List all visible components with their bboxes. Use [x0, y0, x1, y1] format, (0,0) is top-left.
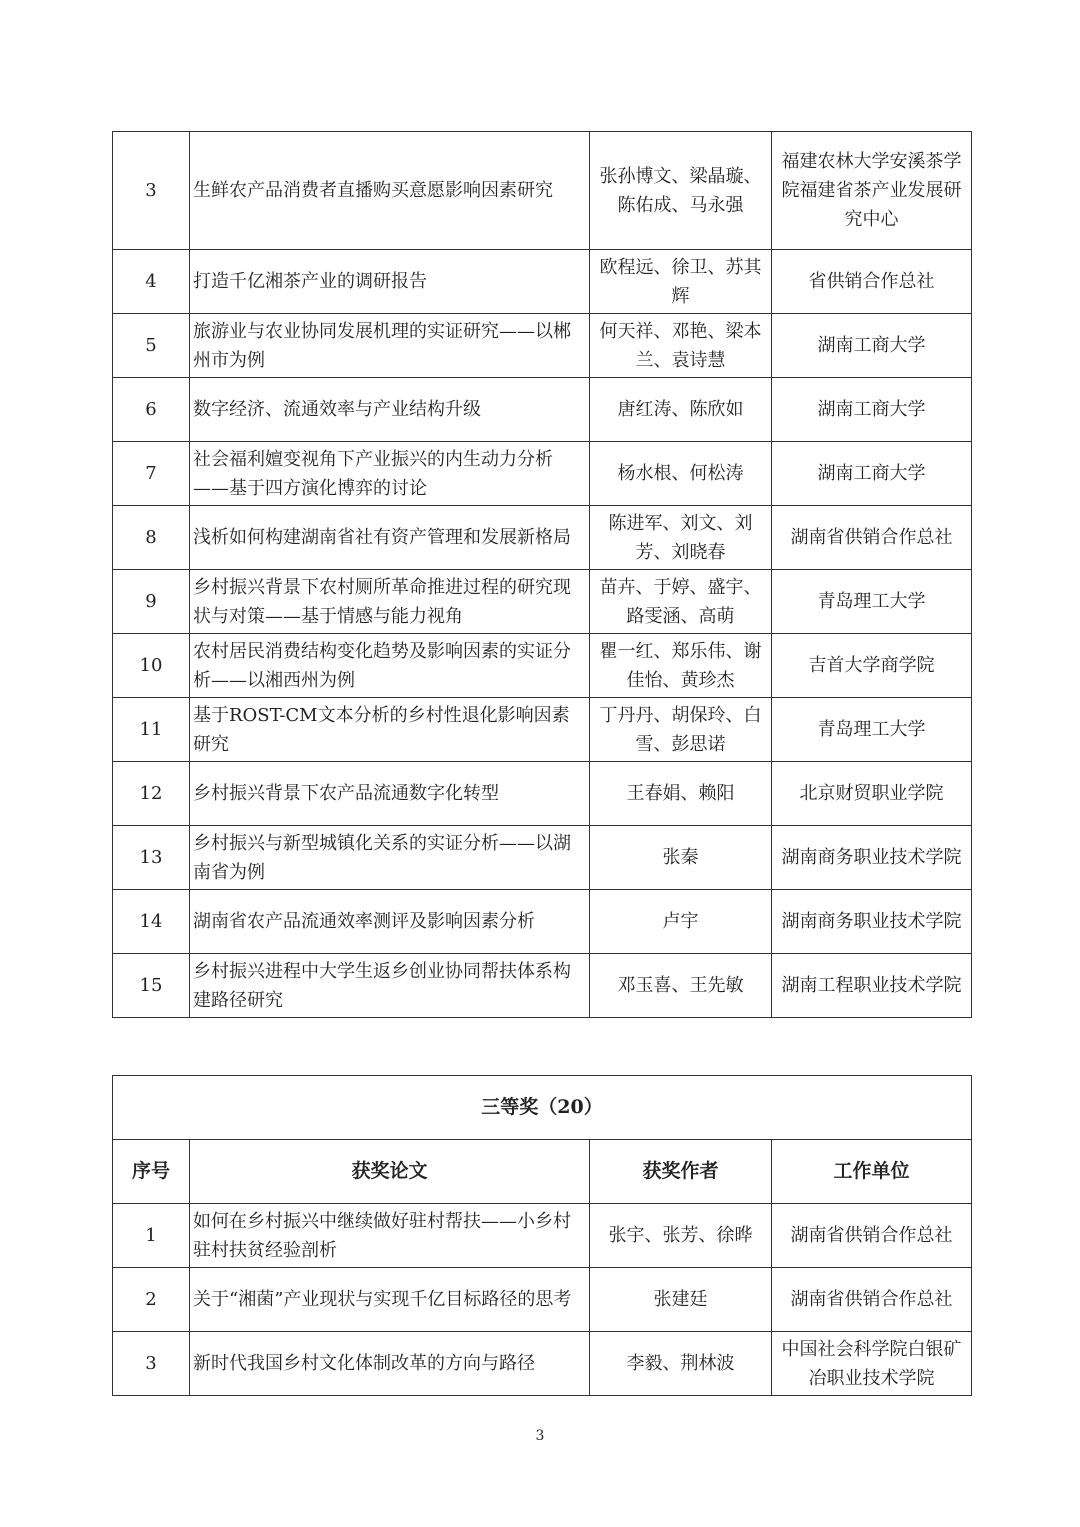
row-number: 9 [113, 570, 190, 634]
row-number: 7 [113, 442, 190, 506]
table-row [113, 954, 972, 1018]
row-number: 8 [113, 506, 190, 570]
header-authors: 获奖作者 [590, 1140, 772, 1204]
table-header-row [113, 1140, 972, 1204]
paper-title: 生鲜农产品消费者直播购买意愿影响因素研究 [190, 132, 590, 250]
table-row [113, 506, 972, 570]
work-unit: 省供销合作总社 [772, 250, 972, 314]
paper-authors: 邓玉喜、王先敏 [590, 954, 772, 1018]
work-unit: 北京财贸职业学院 [772, 762, 972, 826]
header-title: 获奖论文 [190, 1140, 590, 1204]
paper-title: 乡村振兴进程中大学生返乡创业协同帮扶体系构建路径研究 [190, 954, 590, 1018]
paper-authors: 欧程远、徐卫、苏其辉 [590, 250, 772, 314]
paper-authors: 李毅、荆林波 [590, 1332, 772, 1396]
table-row [113, 570, 972, 634]
paper-title: 乡村振兴背景下农村厕所革命推进过程的研究现状与对策——基于情感与能力视角 [190, 570, 590, 634]
table-row [113, 314, 972, 378]
table-caption-row [113, 1076, 972, 1140]
table-row [113, 132, 972, 250]
row-number: 2 [113, 1268, 190, 1332]
work-unit: 福建农林大学安溪茶学院福建省茶产业发展研究中心 [772, 132, 972, 250]
second-prize-table-continued [112, 131, 972, 1018]
row-number: 1 [113, 1204, 190, 1268]
work-unit: 青岛理工大学 [772, 698, 972, 762]
row-number: 12 [113, 762, 190, 826]
work-unit: 湖南省供销合作总社 [772, 1268, 972, 1332]
paper-authors: 丁丹丹、胡保玲、白雪、彭思诺 [590, 698, 772, 762]
paper-title: 乡村振兴与新型城镇化关系的实证分析——以湖南省为例 [190, 826, 590, 890]
paper-title: 社会福利嬗变视角下产业振兴的内生动力分析——基于四方演化博弈的讨论 [190, 442, 590, 506]
paper-authors: 张建廷 [590, 1268, 772, 1332]
work-unit: 湖南商务职业技术学院 [772, 890, 972, 954]
work-unit: 青岛理工大学 [772, 570, 972, 634]
work-unit: 湖南工商大学 [772, 378, 972, 442]
header-unit: 工作单位 [772, 1140, 972, 1204]
table-row [113, 762, 972, 826]
row-number: 3 [113, 1332, 190, 1396]
header-no: 序号 [113, 1140, 190, 1204]
paper-authors: 陈进军、刘文、刘芳、刘晓春 [590, 506, 772, 570]
paper-authors: 张秦 [590, 826, 772, 890]
paper-authors: 苗卉、于婷、盛宇、路雯涵、高萌 [590, 570, 772, 634]
table-row [113, 442, 972, 506]
paper-authors: 何天祥、邓艳、梁本兰、袁诗慧 [590, 314, 772, 378]
work-unit: 吉首大学商学院 [772, 634, 972, 698]
paper-title: 关于“湘菌”产业现状与实现千亿目标路径的思考 [190, 1268, 590, 1332]
paper-authors: 杨水根、何松涛 [590, 442, 772, 506]
page-number: 3 [535, 1428, 545, 1444]
work-unit: 湖南商务职业技术学院 [772, 826, 972, 890]
row-number: 3 [113, 132, 190, 250]
table-row [113, 1204, 972, 1268]
paper-title: 如何在乡村振兴中继续做好驻村帮扶——小乡村驻村扶贫经验剖析 [190, 1204, 590, 1268]
paper-title: 旅游业与农业协同发展机理的实证研究——以郴州市为例 [190, 314, 590, 378]
table-row [113, 1268, 972, 1332]
table-row [113, 378, 972, 442]
row-number: 5 [113, 314, 190, 378]
paper-title: 农村居民消费结构变化趋势及影响因素的实证分析——以湘西州为例 [190, 634, 590, 698]
paper-title: 打造千亿湘茶产业的调研报告 [190, 250, 590, 314]
table-caption: 三等奖（20） [113, 1076, 972, 1140]
paper-authors: 唐红涛、陈欣如 [590, 378, 772, 442]
row-number: 6 [113, 378, 190, 442]
table-row [113, 250, 972, 314]
table-row [113, 890, 972, 954]
work-unit: 中国社会科学院白银矿冶职业技术学院 [772, 1332, 972, 1396]
work-unit: 湖南省供销合作总社 [772, 1204, 972, 1268]
row-number: 14 [113, 890, 190, 954]
paper-authors: 张孙博文、梁晶璇、陈佑成、马永强 [590, 132, 772, 250]
table-row [113, 1332, 972, 1396]
paper-authors: 张宇、张芳、徐晔 [590, 1204, 772, 1268]
work-unit: 湖南工程职业技术学院 [772, 954, 972, 1018]
row-number: 13 [113, 826, 190, 890]
table-row [113, 634, 972, 698]
row-number: 11 [113, 698, 190, 762]
work-unit: 湖南工商大学 [772, 314, 972, 378]
row-number: 10 [113, 634, 190, 698]
work-unit: 湖南工商大学 [772, 442, 972, 506]
paper-title: 浅析如何构建湖南省社有资产管理和发展新格局 [190, 506, 590, 570]
paper-title: 基于ROST-CM文本分析的乡村性退化影响因素研究 [190, 698, 590, 762]
third-prize-table [112, 1075, 972, 1396]
row-number: 4 [113, 250, 190, 314]
paper-title: 乡村振兴背景下农产品流通数字化转型 [190, 762, 590, 826]
paper-title: 新时代我国乡村文化体制改革的方向与路径 [190, 1332, 590, 1396]
paper-title: 湖南省农产品流通效率测评及影响因素分析 [190, 890, 590, 954]
table-row [113, 826, 972, 890]
paper-title: 数字经济、流通效率与产业结构升级 [190, 378, 590, 442]
row-number: 15 [113, 954, 190, 1018]
paper-authors: 瞿一红、郑乐伟、谢佳怡、黄珍杰 [590, 634, 772, 698]
paper-authors: 卢宇 [590, 890, 772, 954]
table-row [113, 698, 972, 762]
work-unit: 湖南省供销合作总社 [772, 506, 972, 570]
paper-authors: 王春娟、赖阳 [590, 762, 772, 826]
